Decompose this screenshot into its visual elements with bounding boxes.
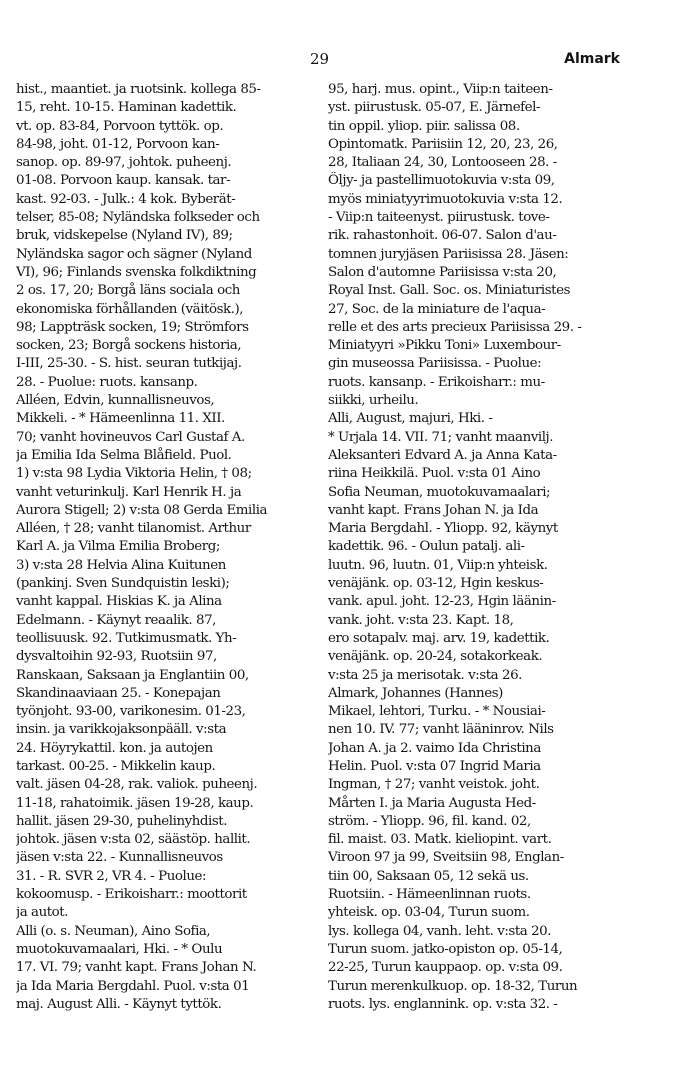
text-line: v:sta 25 ja merisotak. v:sta 26.: [328, 667, 522, 683]
left-text-column: [16, 81, 316, 1014]
text-line: Alli (o. s. Neuman), Aino Sofia,: [16, 923, 211, 939]
text-line: vanht kappal. Hiskias K. ja Alina: [16, 594, 222, 610]
text-line: 2 os. 17, 20; Borgå läns sociala och: [16, 283, 240, 299]
text-line: Viroon 97 ja 99, Sveitsiin 98, Englan-: [328, 850, 564, 866]
text-line: vt. op. 83-84, Porvoon tyttök. op.: [16, 118, 224, 134]
text-line: vanht veturinkulj. Karl Henrik H. ja: [16, 484, 242, 500]
text-line: Alléen, Edvin, kunnallisneuvos,: [16, 393, 215, 409]
right-text-column: [328, 81, 624, 1014]
text-line: 28. - Puolue: ruots. kansanp.: [16, 374, 198, 390]
text-line: tin oppil. yliop. piir. salissa 08.: [328, 118, 520, 134]
text-line: ja Ida Maria Bergdahl. Puol. v:sta 01: [16, 978, 250, 994]
text-line: Maria Bergdahl. - Yliopp. 92, käynyt: [328, 521, 558, 537]
text-line: Mikael, lehtori, Turku. - * Nousiai-: [328, 704, 546, 720]
text-line: VI), 96; Finlands svenska folkdiktning: [16, 264, 257, 280]
text-line: jäsen v:sta 22. - Kunnallisneuvos: [16, 850, 223, 866]
text-line: Turun merenkulkuop. op. 18-32, Turun: [328, 978, 578, 994]
text-line: sanop. op. 89-97, johtok. puheenj.: [16, 155, 232, 171]
text-line: 28, Italiaan 24, 30, Lontooseen 28. -: [328, 155, 557, 171]
text-line: relle et des arts precieux Pariisissa 29. -: [328, 319, 582, 335]
text-line: ekonomiska förhållanden (väitösk.),: [16, 301, 244, 317]
text-line: myös miniatyyrimuotokuvia v:sta 12.: [328, 191, 563, 207]
text-line: insin. ja varikkojaksonpääll. v:sta: [16, 722, 227, 738]
text-line: työnjoht. 93-00, varikonesim. 01-23,: [16, 704, 246, 720]
text-line: 1) v:sta 98 Lydia Viktoria Helin, † 08;: [16, 466, 252, 482]
text-line: kokoomusp. - Erikoisharr.: moottorit: [16, 887, 247, 903]
text-line: Aurora Stigell; 2) v:sta 08 Gerda Emilia: [16, 502, 268, 518]
text-line: Almark, Johannes (Hannes): [328, 685, 503, 701]
text-line: tomnen juryjäsen Pariisissa 28. Jäsen:: [328, 246, 569, 262]
text-line: 22-25, Turun kauppaop. op. v:sta 09.: [328, 960, 563, 976]
text-line: valt. jäsen 04-28, rak. valiok. puheenj.: [16, 777, 258, 793]
text-line: hist., maantiet. ja ruotsink. kollega 85-: [16, 82, 261, 97]
text-line: Turun suom. jatko-opiston op. 05-14,: [328, 941, 563, 957]
text-line: tarkast. 00-25. - Mikkelin kaup.: [16, 758, 216, 774]
text-line: Royal Inst. Gall. Soc. os. Miniaturistes: [328, 283, 570, 299]
text-line: Öljy- ja pastellimuotokuvia v:sta 09,: [328, 173, 555, 189]
text-line: Sofia Neuman, muotokuvamaalari;: [328, 484, 551, 500]
text-line: johtok. jäsen v:sta 02, säästöp. hallit.: [16, 832, 251, 848]
text-line: Alléen, † 28; vanht tilanomist. Arthur: [16, 521, 251, 537]
text-line: Ingman, † 27; vanht veistok. joht.: [328, 777, 540, 793]
text-line: lys. kollega 04, vanh. leht. v:sta 20.: [328, 923, 552, 939]
text-line: Mikkeli. - * Hämeenlinna 11. XII.: [16, 411, 225, 427]
text-line: 27, Soc. de la miniature de l'aqua-: [328, 301, 546, 317]
text-line: Salon d'automne Pariisissa v:sta 20,: [328, 264, 557, 280]
text-line: kast. 92-03. - Julk.: 4 kok. Byberät-: [16, 191, 236, 207]
text-line: dysvaltoihin 92-93, Ruotsiin 97,: [16, 649, 217, 665]
running-head: Almark: [564, 51, 620, 67]
text-line: Ruotsiin. - Hämeenlinnan ruots.: [328, 887, 531, 903]
text-line: * Urjala 14. VII. 71; vanht maanvilj.: [328, 429, 554, 445]
text-line: Johan A. ja 2. vaimo Ida Christina: [328, 740, 541, 756]
text-line: bruk, vidskepelse (Nyland IV), 89;: [16, 228, 233, 244]
text-line: vank. joht. v:sta 23. Kapt. 18,: [328, 612, 514, 628]
text-line: 3) v:sta 28 Helvia Alina Kuitunen: [16, 557, 226, 573]
text-line: 98; Lappträsk socken, 19; Strömfors: [16, 319, 249, 335]
text-line: fil. maist. 03. Matk. kieliopint. vart.: [328, 832, 552, 848]
text-line: hallit. jäsen 29-30, puhelinyhdist.: [16, 813, 228, 829]
text-line: 11-18, rahatoimik. jäsen 19-28, kaup.: [16, 795, 254, 811]
text-line: 24. Höyrykattil. kon. ja autojen: [16, 740, 213, 756]
text-line: siikki, urheilu.: [328, 393, 419, 409]
text-line: Karl A. ja Vilma Emilia Broberg;: [16, 539, 220, 555]
text-line: teollisuusk. 92. Tutkimusmatk. Yh-: [16, 630, 237, 646]
text-line: 84-98, joht. 01-12, Porvoon kan-: [16, 136, 220, 152]
text-line: vanht kapt. Frans Johan N. ja Ida: [328, 502, 539, 518]
text-line: yst. piirustusk. 05-07, E. Järnefel-: [328, 100, 541, 116]
text-line: ja Emilia Ida Selma Blåfield. Puol.: [16, 447, 232, 463]
text-line: 15, reht. 10-15. Haminan kadettik.: [16, 100, 237, 116]
text-line: Opintomatk. Pariisiin 12, 20, 23, 26,: [328, 136, 558, 152]
text-line: Ranskaan, Saksaan ja Englantiin 00,: [16, 667, 249, 683]
text-line: 31. - R. SVR 2, VR 4. - Puolue:: [16, 868, 207, 884]
text-line: socken, 23; Borgå sockens historia,: [16, 338, 242, 354]
text-line: - Viip:n taiteenyst. piirustusk. tove-: [328, 210, 550, 226]
text-line: ruots. kansanp. - Erikoisharr.: mu-: [328, 374, 545, 390]
text-line: muotokuvamaalari, Hki. - * Oulu: [16, 941, 223, 957]
text-line: venäjänk. op. 20-24, sotakorkeak.: [328, 649, 543, 665]
text-line: Skandinaaviaan 25. - Konepajan: [16, 685, 221, 701]
text-line: 01-08. Porvoon kaup. kansak. tar-: [16, 173, 231, 189]
text-line: ström. - Yliopp. 96, fil. kand. 02,: [328, 813, 531, 829]
text-line: Edelmann. - Käynyt reaalik. 87,: [16, 612, 216, 628]
text-line: nen 10. IV. 77; vanht lääninrov. Nils: [328, 722, 554, 738]
text-line: ero sotapalv. maj. arv. 19, kadettik.: [328, 630, 550, 646]
text-line: ruots. lys. englannink. op. v:sta 32. -: [328, 996, 558, 1012]
text-line: 70; vanht hovineuvos Carl Gustaf A.: [16, 429, 245, 445]
text-line: ja autot.: [16, 905, 69, 921]
text-line: yhteisk. op. 03-04, Turun suom.: [328, 905, 530, 921]
text-line: riina Heikkilä. Puol. v:sta 01 Aino: [328, 466, 541, 482]
text-line: Miniatyyri »Pikku Toni» Luxembour-: [328, 338, 561, 354]
page-header: [0, 50, 696, 70]
text-line: telser, 85-08; Nyländska folkseder och: [16, 210, 260, 226]
text-line: maj. August Alli. - Käynyt tyttök.: [16, 996, 222, 1012]
text-line: (pankinj. Sven Sundquistin leski);: [16, 576, 230, 592]
text-line: 95, harj. mus. opint., Viip:n taiteen-: [328, 82, 553, 97]
text-line: 17. VI. 79; vanht kapt. Frans Johan N.: [16, 960, 257, 976]
text-line: Alli, August, majuri, Hki. -: [328, 411, 493, 427]
text-line: I-III, 25-30. - S. hist. seuran tutkijaj.: [16, 356, 242, 372]
text-line: kadettik. 96. - Oulun patalj. ali-: [328, 539, 525, 555]
page-number: 29: [310, 50, 330, 68]
text-line: Aleksanteri Edvard A. ja Anna Kata-: [328, 447, 557, 463]
text-line: venäjänk. op. 03-12, Hgin keskus-: [328, 576, 544, 592]
text-line: vank. apul. joht. 12-23, Hgin läänin-: [328, 594, 556, 610]
text-line: gin museossa Pariisissa. - Puolue:: [328, 356, 542, 372]
text-line: Nyländska sagor och sägner (Nyland: [16, 246, 252, 262]
text-line: luutn. 96, luutn. 01, Viip:n yhteisk.: [328, 557, 548, 573]
text-line: Helin. Puol. v:sta 07 Ingrid Maria: [328, 758, 541, 774]
text-line: Mårten I. ja Maria Augusta Hed-: [328, 795, 536, 811]
text-line: rik. rahastonhoit. 06-07. Salon d'au-: [328, 228, 557, 244]
text-line: tiin 00, Saksaan 05, 12 sekä us.: [328, 868, 529, 884]
